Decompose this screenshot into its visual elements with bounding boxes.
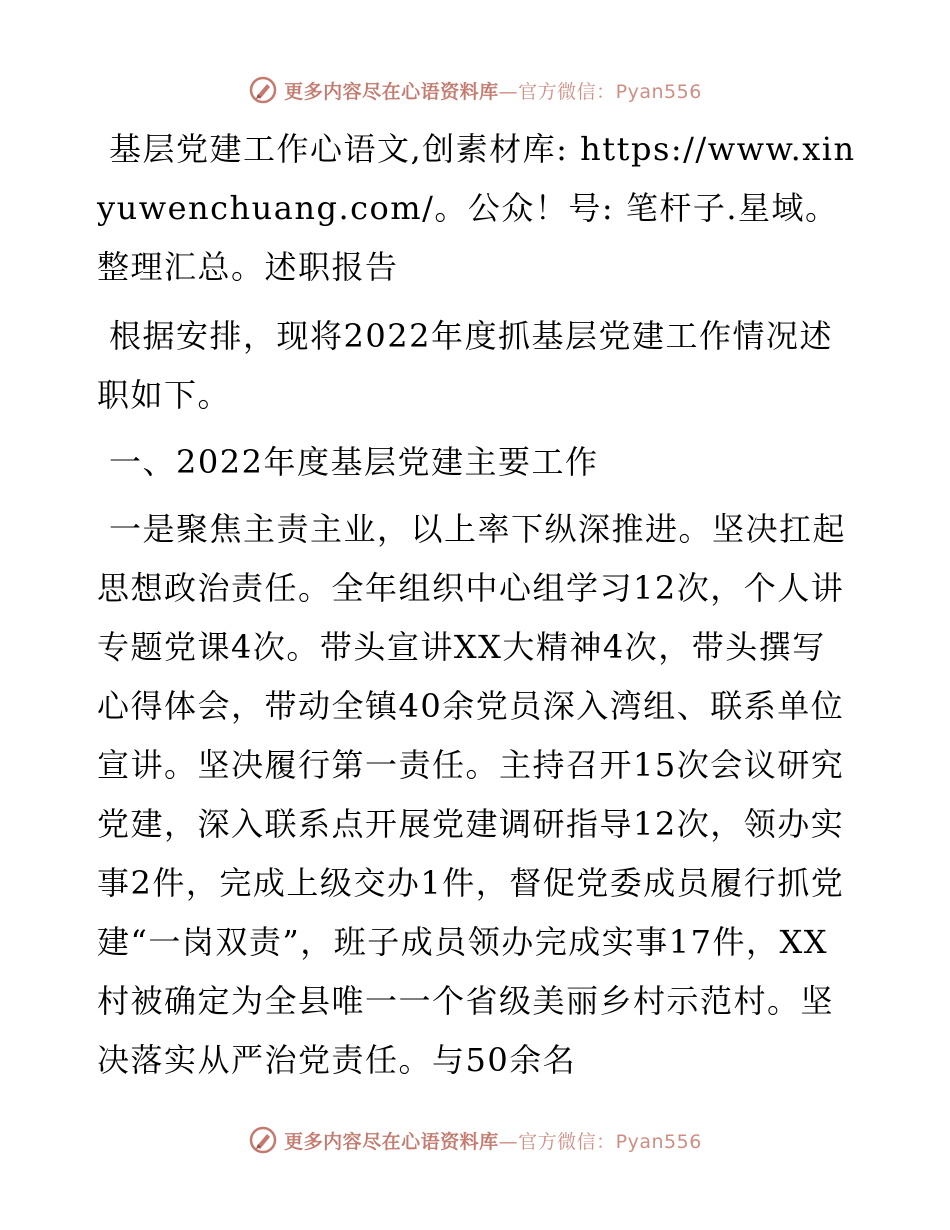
pen-logo-icon (248, 1125, 278, 1155)
pen-logo-icon (248, 75, 278, 105)
watermark-banner-top (0, 70, 950, 110)
paragraph-body: 一是聚焦主责主业，以上率下纵深推进。坚决扛起思想政治责任。全年组织中心组学习12次，个人讲专题党课4次。带头宣讲XX大精神4次，带头撰写心得体会，带动全镇40余党员深入湾组、联系单位宣讲。坚决履行第一责任。主持召开15次会议研究党建，深入联系点开展党建调研指导12次，领办实事2件，完成上级交办1件，督促党委成员履行抓党建“一岗双责”，班子成员领办完成实事17件，XX村被确定为全县唯一一个省级美丽乡村示范村。坚决落实从严治党责任。与50余名 (97, 510, 847, 1079)
watermark-text: 更多内容尽在心语资料库—官方微信：Pyan556 (284, 80, 702, 103)
watermark-text: 更多内容尽在心语资料库—官方微信：Pyan556 (284, 1130, 702, 1153)
watermark-banner-bottom (0, 1120, 950, 1160)
paragraph-intro: 根据安排，现将2022年度抓基层党建工作情况述职如下。 (97, 317, 833, 414)
section-heading: 一、2022年度基层党建主要工作 (109, 443, 599, 481)
document-body (97, 120, 857, 1098)
paragraph-header: 基层党建工作心语文,创素材库: https://www.xinyuwenchuang.com/。公众！号: 笔杆子.星域。整理汇总。述职报告 (97, 130, 856, 286)
